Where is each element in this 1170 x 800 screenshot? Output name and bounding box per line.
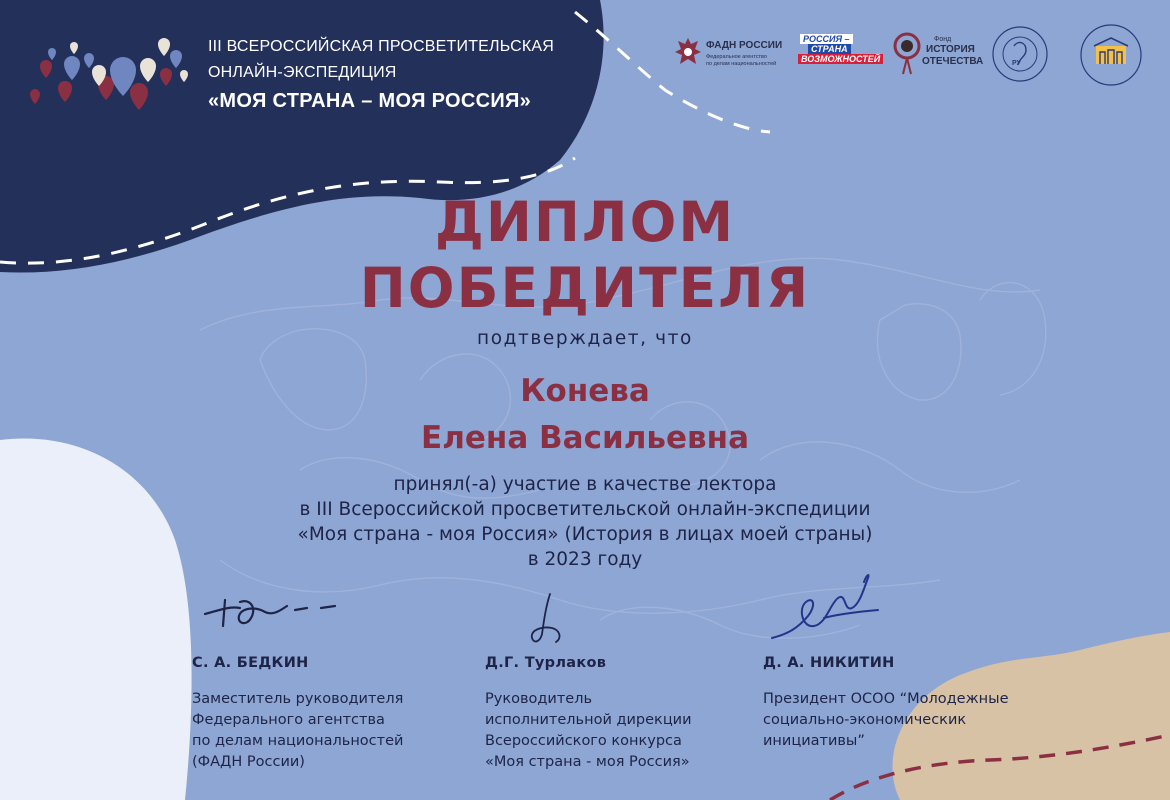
history-fund-logo [892,22,982,82]
fadn-subtitle-2: по делам национальностей [706,61,777,67]
diploma-title-line-1: ДИПЛОМ [434,190,736,254]
signatory-2-role-2: исполнительной дирекции [485,712,692,728]
recipient-surname: Конева [520,373,650,409]
signatory-2-role-4: «Моя страна - моя Россия» [485,754,690,770]
recipient-given-names: Елена Васильевна [421,420,749,456]
signatory-2-role-1: Руководитель [485,691,593,707]
history-fund-line-1: Фонд [934,36,952,43]
signatory-3-name: Д. А. НИКИТИН [763,655,895,671]
signatory-3-role-1: Президент ОСОО “Молодежные [763,691,1009,707]
signature-turlakov [520,590,580,650]
signatory-1-name: С. А. БЕДКИН [192,655,309,671]
fadn-logo [674,22,782,82]
diploma-title-line-2: ПОБЕДИТЕЛЯ [359,256,811,320]
header-line-1: III ВСЕРОССИЙСКАЯ ПРОСВЕТИТЕЛЬСКАЯ [208,38,555,55]
signatory-3 [763,655,1009,752]
header-line-2: ОНЛАЙН-ЭКСПЕДИЦИЯ [208,64,397,81]
rsv-line-1: РОССИЯ – [800,34,853,44]
body-line-1: принял(-а) участие в качестве лектора [393,474,777,495]
signatory-2-role-3: Всероссийского конкурса [485,733,682,749]
history-fund-line-3: ОТЕЧЕСТВА [922,56,984,67]
university-logo [990,24,1050,84]
fadn-subtitle-1: Федеральное агентство [706,54,767,60]
confirms-text: подтверждает, что [477,328,693,349]
eagle-emblem-icon [674,36,702,70]
signatory-1 [192,655,403,773]
university-seal-icon [990,24,1050,84]
project-logo [1078,22,1144,88]
signatory-2 [485,655,692,773]
signature-bedkin [195,592,375,642]
signatory-3-role-2: социально-экономическик [763,712,967,728]
partner-logos [670,22,1160,88]
signatory-1-role-2: Федерального агентства [192,712,385,728]
university-monogram: РУ [1012,60,1021,67]
body-line-3: «Моя страна - моя Россия» (История в лицах моей страны) [297,524,873,545]
rsv-line-2: СТРАНА [808,44,851,54]
signatory-1-role-1: Заместитель руководителя [192,691,404,707]
signatory-1-role-4: (ФАДН России) [192,754,305,770]
signatory-1-role-3: по делам национальностей [192,733,404,749]
rsv-line-3: ВОЗМОЖНОСТЕЙ [798,54,883,64]
history-fund-emblem-icon [892,28,922,76]
signatory-2-name: Д.Г. Турлаков [485,655,607,671]
rsv-logo [798,34,881,68]
signatory-3-role-3: инициативы” [763,733,865,749]
signature-nikitin [768,568,888,648]
body-line-2: в III Всероссийской просветительской онлайн-экспедиции [299,499,871,520]
history-fund-line-2: ИСТОРИЯ [926,44,975,55]
expedition-header [208,34,554,116]
diploma-body [0,472,1170,572]
body-line-4: в 2023 году [527,549,643,570]
header-line-3: «МОЯ СТРАНА – МОЯ РОССИЯ» [208,90,532,112]
project-seal-icon [1078,22,1144,88]
fadn-title: ФАДН РОССИИ [706,40,783,51]
